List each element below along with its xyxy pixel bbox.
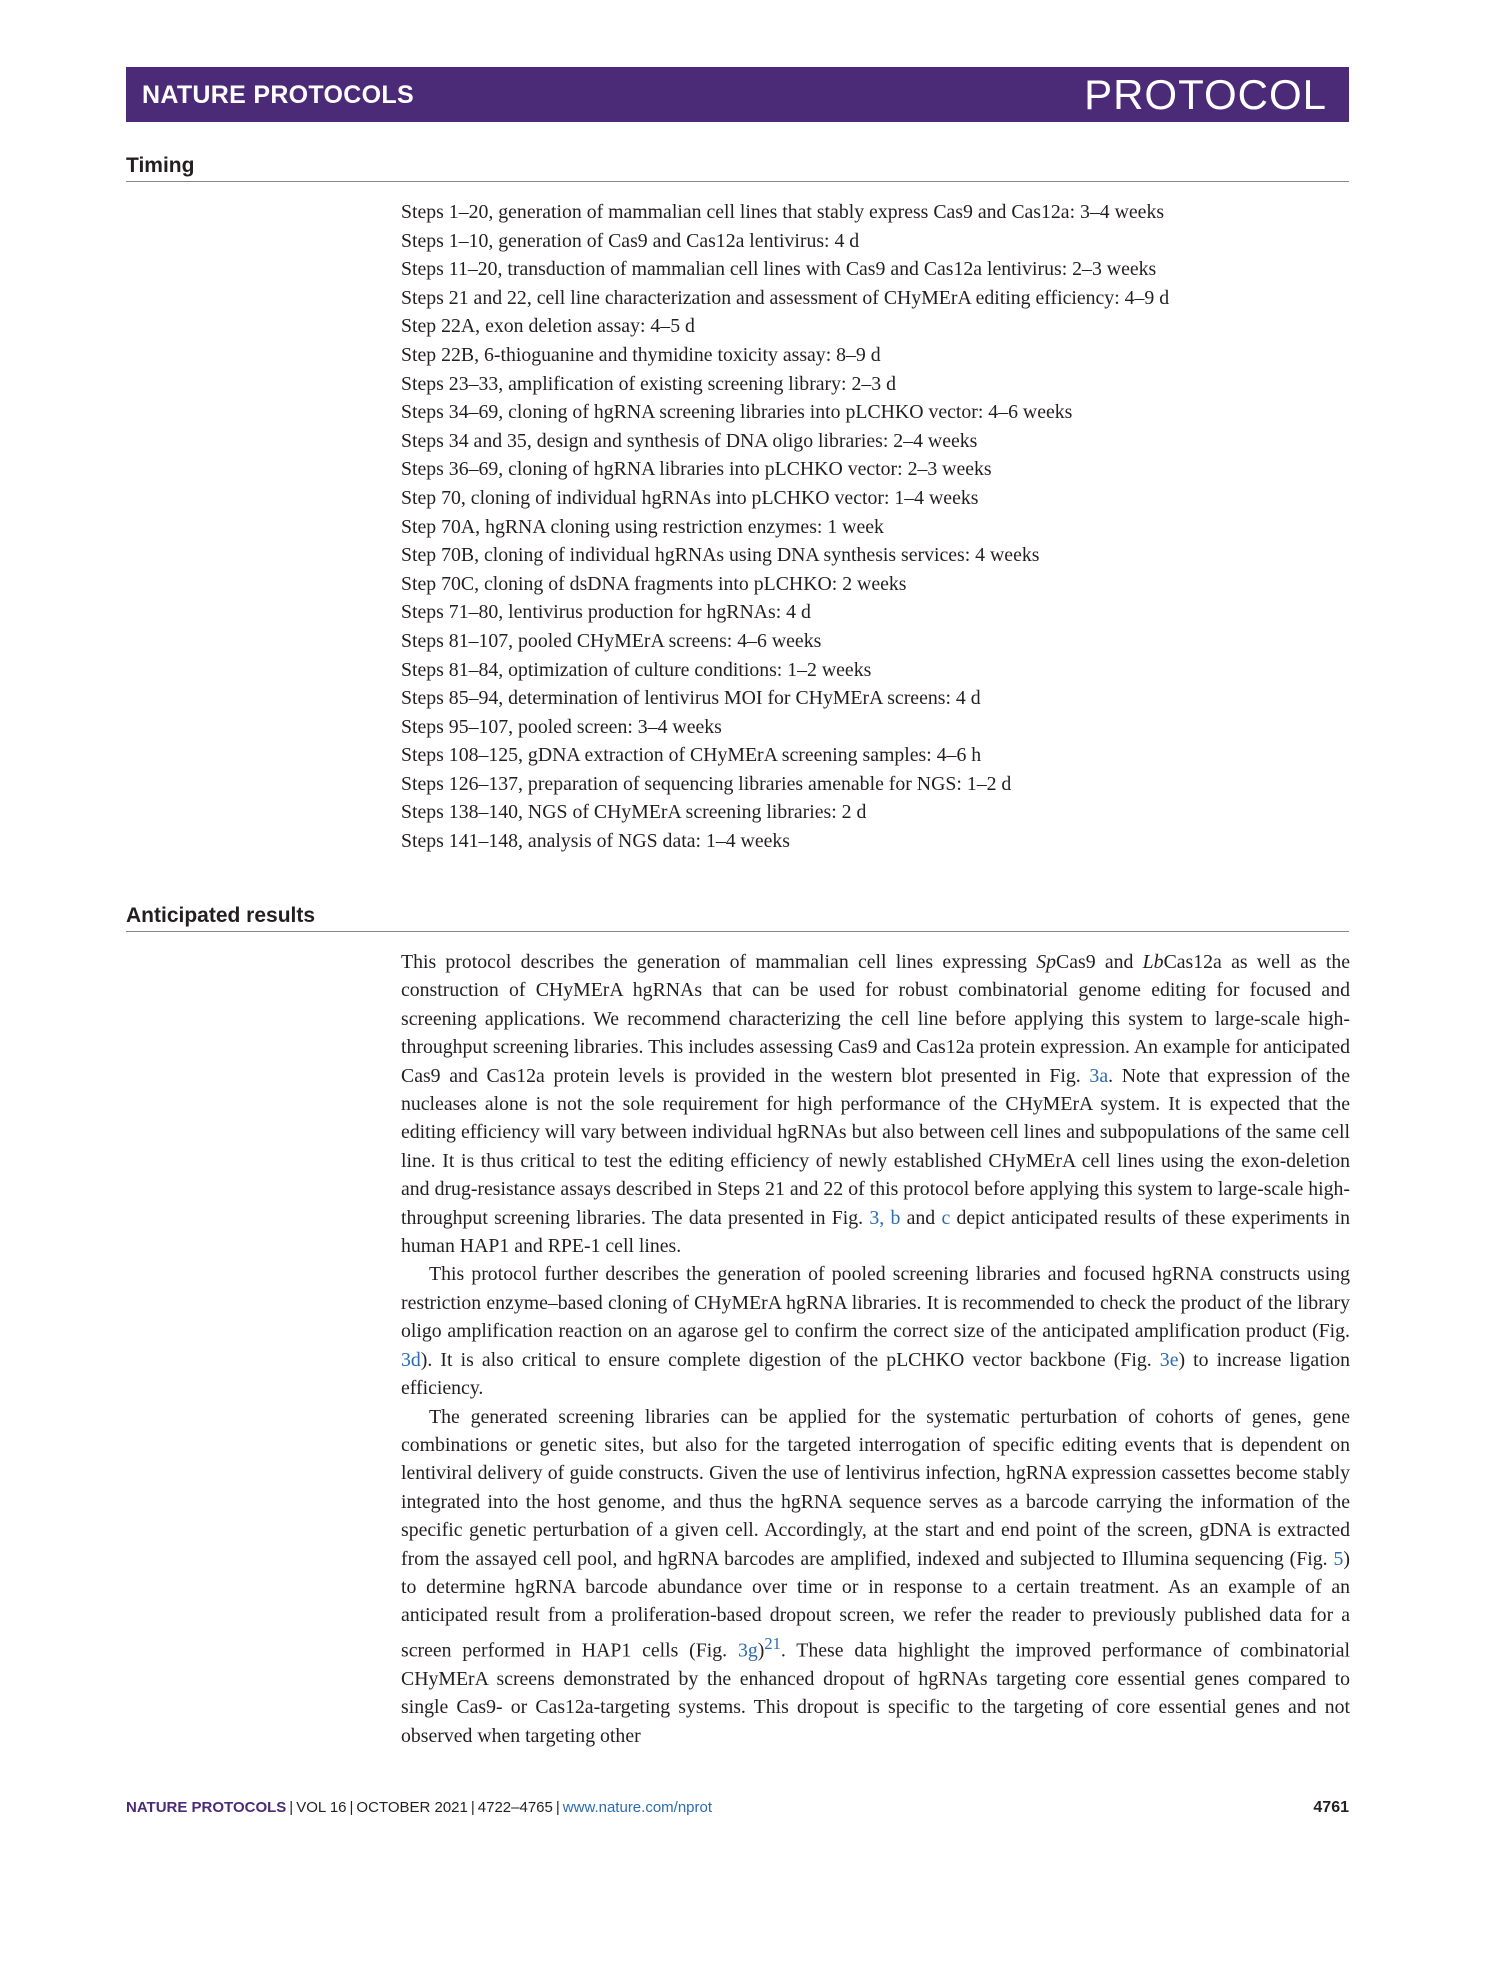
timing-item: Steps 126–137, preparation of sequencing libraries amenable for NGS: 1–2 d	[401, 772, 1012, 795]
text-run: Cas12a as well as the construction of CHyMErA hgRNAs that can be used for robust combinatorial genome editing for focused and screening applications. We recommend characterizing the cell line before applying this system to large-scale high-throughput screening libraries. This includes assessing Cas9 and Cas12a protein expression. An example for anticipated Cas9 and Cas12a protein levels is provided in the western blot presented in Fig.	[401, 951, 1351, 1087]
paragraph-1	[401, 948, 1350, 1260]
citation-link[interactable]: 21	[764, 1633, 781, 1653]
figure-link[interactable]: 3e	[1159, 1348, 1179, 1371]
timing-item: Step 70A, hgRNA cloning using restriction enzymes: 1 week	[401, 515, 884, 538]
timing-item: Steps 23–33, amplification of existing screening library: 2–3 d	[401, 372, 896, 395]
page-number: 4761	[1313, 1799, 1349, 1816]
timing-item: Step 22B, 6-thioguanine and thymidine toxicity assay: 8–9 d	[401, 343, 881, 366]
timing-item: Steps 1–20, generation of mammalian cell lines that stably express Cas9 and Cas12a: 3–4 weeks	[401, 201, 1165, 223]
text-run: depict anticipated results of these experiments in human HAP1 and RPE-1 cell lines.	[401, 1206, 1351, 1258]
timing-item: Steps 108–125, gDNA extraction of CHyMErA screening samples: 4–6 h	[401, 744, 982, 767]
timing-item: Steps 138–140, NGS of CHyMErA screening libraries: 2 d	[401, 801, 867, 824]
footer-date: OCTOBER 2021	[356, 1799, 468, 1816]
timing-item: Steps 81–84, optimization of culture conditions: 1–2 weeks	[401, 658, 872, 681]
text-run: )	[757, 1639, 765, 1662]
text-run: . These data highlight the improved performance of combinatorial CHyMErA screens demonstrated by the enhanced dropout of hgRNAs targeting core essential genes compared to single Cas9- or Cas12a-targeting systems. This dropout is specific to the targeting of core essential genes and not observed when targeting other	[401, 1639, 1350, 1747]
timing-item: Steps 1–10, generation of Cas9 and Cas12a lentivirus: 4 d	[401, 229, 860, 252]
timing-item: Steps 34–69, cloning of hgRNA screening libraries into pLCHKO vector: 4–6 weeks	[401, 401, 1073, 424]
timing-heading	[126, 151, 1349, 182]
footer-journal: NATURE PROTOCOLS	[126, 1799, 287, 1816]
text-run: and	[900, 1206, 942, 1229]
text-run: This protocol further describes the generation of pooled screening libraries and focused hgRNA constructs using restriction enzyme–based cloning of CHyMErA hgRNA libraries. It is recommended to check the product of the library oligo amplification reaction on an agarose gel to confirm the correct size of the anticipated amplification product (Fig.	[401, 1263, 1350, 1343]
figure-link[interactable]: 3a	[1089, 1064, 1109, 1087]
footer-pages: 4722–4765	[477, 1799, 553, 1816]
footer-url-link[interactable]: www.nature.com/nprot	[562, 1799, 713, 1816]
timing-item: Steps 11–20, transduction of mammalian cell lines with Cas9 and Cas12a lentivirus: 2–3 weeks	[401, 258, 1157, 281]
figure-link[interactable]: 5	[1333, 1547, 1344, 1570]
figure-link[interactable]: 3, b	[869, 1206, 901, 1229]
journal-name: NATURE PROTOCOLS	[142, 81, 414, 109]
figure-link[interactable]: c	[941, 1206, 951, 1229]
timing-item: Steps 71–80, lentivirus production for hgRNAs: 4 d	[401, 601, 811, 624]
text-run: ) to determine hgRNA barcode abundance over time or in response to a certain treatment. As an example of an anticipated result from a proliferation-based dropout screen, we refer the reader to previously published data for a screen performed in HAP1 cells (Fig.	[401, 1547, 1350, 1662]
timing-item: Steps 81–107, pooled CHyMErA screens: 4–6 weeks	[401, 629, 822, 652]
figure-link[interactable]: 3d	[401, 1348, 421, 1371]
text-run: Cas9 and	[1056, 951, 1143, 973]
timing-item: Step 70, cloning of individual hgRNAs into pLCHKO vector: 1–4 weeks	[401, 486, 979, 509]
article-type: PROTOCOL	[1084, 71, 1327, 118]
timing-list	[401, 198, 1351, 856]
timing-item: Step 70B, cloning of individual hgRNAs using DNA synthesis services: 4 weeks	[401, 544, 1040, 567]
species-italic: Sp	[1036, 951, 1057, 973]
timing-heading-label: Timing	[126, 154, 195, 177]
page-footer: NATURE PROTOCOLS | VOL 16 | OCTOBER 2021 | 4722–4765 | www.nature.com/nprot 4761	[126, 1799, 1349, 1816]
timing-item: Step 70C, cloning of dsDNA fragments into pLCHKO: 2 weeks	[401, 572, 907, 595]
timing-item: Steps 141–148, analysis of NGS data: 1–4 weeks	[401, 830, 790, 853]
paragraph-3	[401, 1403, 1350, 1750]
paragraph-2	[401, 1260, 1350, 1402]
results-heading-label: Anticipated results	[126, 904, 316, 927]
text-run: ) to increase ligation efficiency.	[401, 1348, 1350, 1400]
figure-link[interactable]: 3g	[737, 1639, 758, 1662]
text-run: ). It is also critical to ensure complete digestion of the pLCHKO vector backbone (Fig.	[420, 1348, 1160, 1371]
results-body	[401, 948, 1350, 1750]
timing-item: Step 22A, exon deletion assay: 4–5 d	[401, 315, 695, 338]
text-run: This protocol describes the generation of mammalian cell lines expressing	[401, 951, 1037, 973]
footer-volume: VOL 16	[296, 1799, 347, 1816]
text-run: The generated screening libraries can be applied for the systematic perturbation of cohorts of genes, gene combinations or genetic sites, but also for the targeted interrogation of specific editing events that is dependent on lentiviral delivery of guide constructs. Given the use of lentivirus infection, hgRNA expression cassettes become stably integrated into the host genome, and thus the hgRNA sequence serves as a barcode carrying the information of the specific genetic perturbation of a given cell. Accordingly, at the start and end point of the screen, gDNA is extracted from the assayed cell pool, and hgRNA barcodes are amplified, indexed and subjected to Illumina sequencing (Fig.	[401, 1405, 1350, 1570]
journal-banner	[126, 67, 1349, 122]
text-run: . Note that expression of the nucleases alone is not the sole requirement for high performance of the CHyMErA system. It is expected that the editing efficiency will vary between individual hgRNAs but also between cell lines and subpopulations of the same cell line. It is thus critical to test the editing efficiency of newly established CHyMErA cell lines using the exon-deletion and drug-resistance assays described in Steps 21 and 22 of this protocol before applying this system to large-scale high-throughput screening libraries. The data presented in Fig.	[401, 1064, 1350, 1229]
timing-item: Steps 34 and 35, design and synthesis of DNA oligo libraries: 2–4 weeks	[401, 429, 978, 452]
species-italic: Lb	[1142, 951, 1164, 973]
timing-item: Steps 85–94, determination of lentivirus MOI for CHyMErA screens: 4 d	[401, 687, 981, 710]
timing-item: Steps 21 and 22, cell line characterization and assessment of CHyMErA editing efficiency: 4–9 d	[401, 286, 1170, 309]
timing-item: Steps 36–69, cloning of hgRNA libraries into pLCHKO vector: 2–3 weeks	[401, 458, 992, 481]
results-heading	[126, 901, 1349, 932]
timing-item: Steps 95–107, pooled screen: 3–4 weeks	[401, 715, 722, 738]
